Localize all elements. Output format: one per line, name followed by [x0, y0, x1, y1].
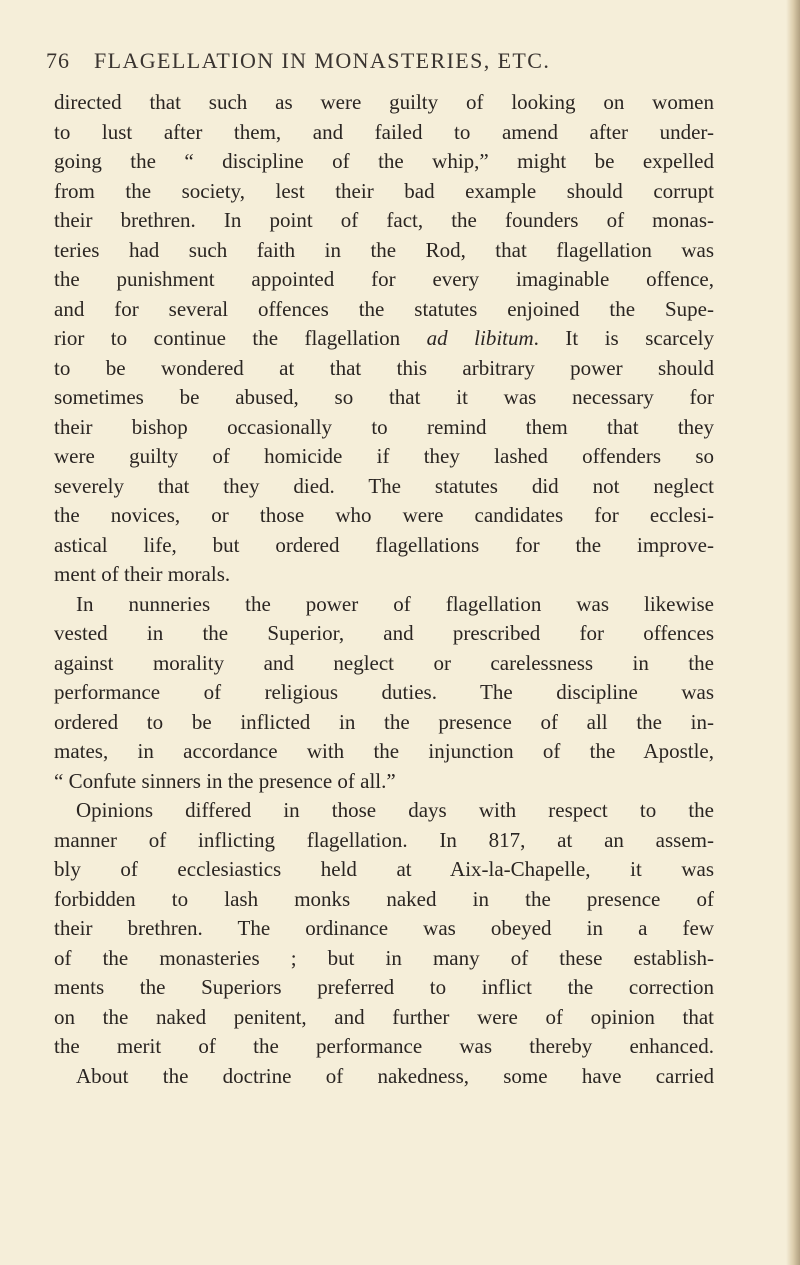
- text-line: going the “ discipline of the whip,” might be expelled: [54, 149, 714, 173]
- running-title: FLAGELLATION IN MONASTERIES, ETC.: [94, 48, 551, 73]
- body-text: [54, 88, 714, 1091]
- page-edge-shadow: [786, 0, 800, 1265]
- text-line: performance of religious duties. The discipline was: [54, 680, 714, 704]
- text-line: and for several offences the statutes enjoined the Supe-: [54, 296, 714, 321]
- text-line: ment of their morals.: [54, 562, 231, 586]
- text-line: sometimes be abused, so that it was necessary for: [54, 385, 714, 409]
- text-line: their brethren. The ordinance was obeyed in a few: [54, 916, 714, 940]
- text-line: About the doctrine of nakedness, some have carried: [76, 1063, 714, 1088]
- text-line: to be wondered at that this arbitrary power should: [54, 355, 714, 380]
- page-number: 76: [46, 48, 70, 73]
- text-line: from the society, lest their bad example should corrupt: [54, 178, 714, 203]
- text-line: ordered to be inflicted in the presence of all the in-: [54, 709, 714, 734]
- text-line: “ Confute sinners in the presence of all.”: [54, 768, 396, 793]
- text-line: forbidden to lash monks naked in the presence of: [54, 886, 714, 911]
- text-line: directed that such as were guilty of looking on women: [54, 90, 714, 114]
- text-line: vested in the Superior, and prescribed for offences: [54, 621, 714, 645]
- text-line: ments the Superiors preferred to inflict the correction: [54, 975, 714, 999]
- text-line: on the naked penitent, and further were of opinion that: [54, 1004, 714, 1029]
- text-line: their bishop occasionally to remind them that they: [54, 414, 714, 439]
- text-line: to lust after them, and failed to amend after under-: [54, 119, 714, 144]
- page-header: [46, 48, 766, 82]
- text-line: astical life, but ordered flagellations for the improve-: [54, 532, 714, 557]
- text-line: teries had such faith in the Rod, that flagellation was: [54, 237, 714, 262]
- text-line: In nunneries the power of flagellation was likewise: [76, 591, 714, 616]
- text-line: were guilty of homicide if they lashed offenders so: [54, 444, 714, 468]
- text-line: rior to continue the flagellation ad libitum. It is scarcely: [54, 326, 714, 350]
- italic-phrase: ad libitum: [426, 326, 534, 350]
- text-line: of the monasteries ; but in many of these establish-: [54, 945, 714, 970]
- text-line: Opinions differed in those days with respect to the: [76, 798, 714, 822]
- text-line: the novices, or those who were candidates for ecclesi-: [54, 503, 714, 527]
- text-line: the punishment appointed for every imaginable offence,: [54, 267, 714, 291]
- text-line: severely that they died. The statutes did not neglect: [54, 473, 714, 498]
- text-line: bly of ecclesiastics held at Aix-la-Chapelle, it was: [54, 857, 714, 881]
- text-line: the merit of the performance was thereby enhanced.: [54, 1034, 714, 1058]
- text-line: mates, in accordance with the injunction of the Apostle,: [54, 739, 714, 763]
- text-line: manner of inflicting flagellation. In 817, at an assem-: [54, 827, 714, 852]
- text-line: their brethren. In point of fact, the founders of monas-: [54, 208, 714, 232]
- text-line: against morality and neglect or carelessness in the: [54, 650, 714, 675]
